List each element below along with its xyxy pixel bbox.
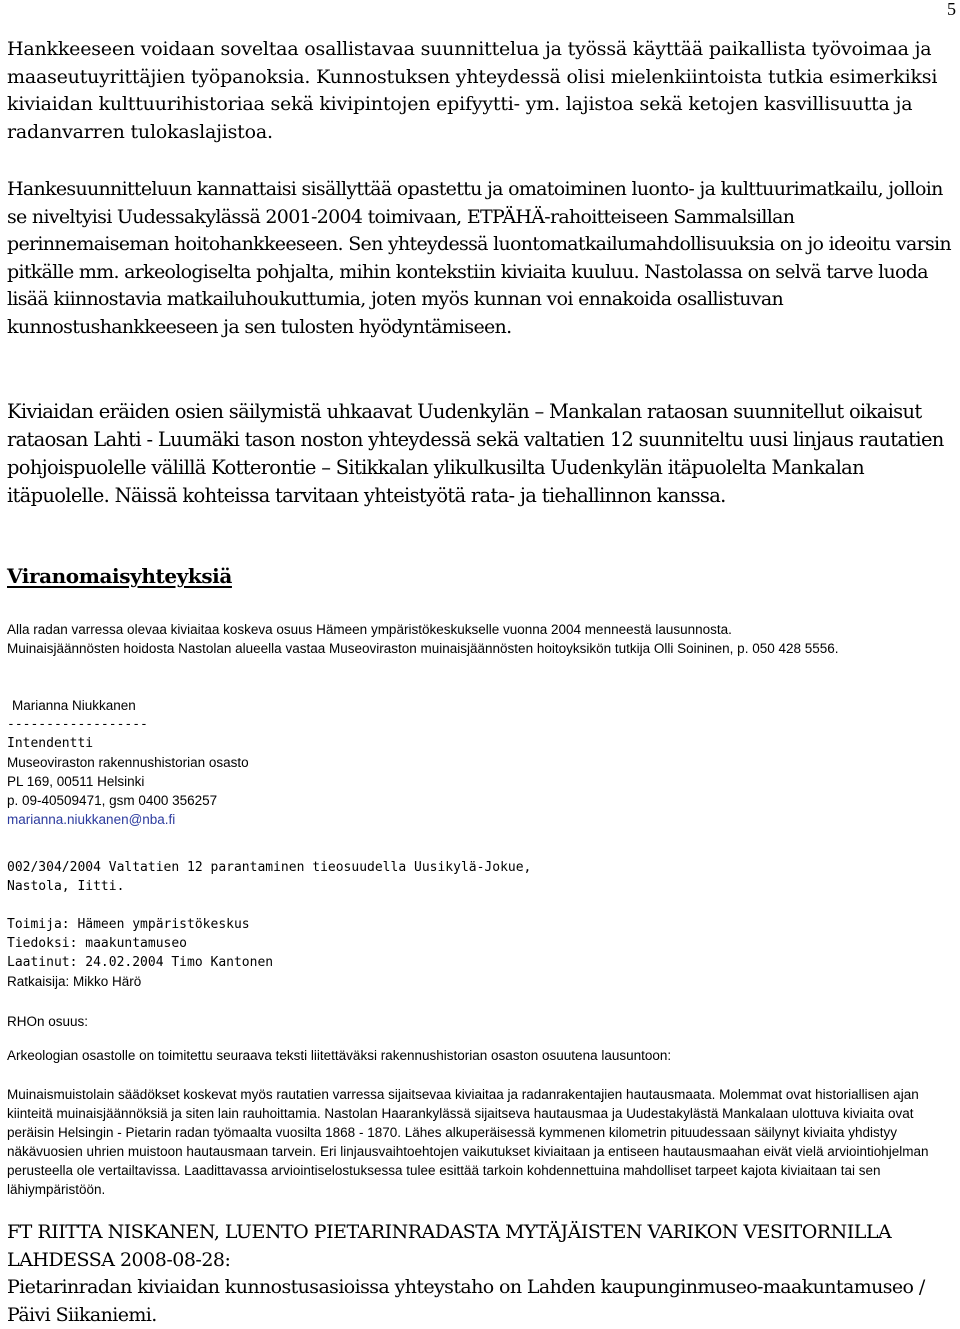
rhon-label: RHOn osuus: (7, 1014, 89, 1029)
record-toimija: Toimija: Hämeen ympäristökeskus (7, 917, 250, 932)
record-laatinut: Laatinut: 24.02.2004 Timo Kantonen (7, 955, 274, 970)
record-ratkaisija: Ratkaisija: Mikko Härö (7, 974, 142, 989)
record-ref-line2: Nastola, Iitti. (7, 879, 125, 894)
contact-address: PL 169, 00511 Helsinki (7, 774, 145, 789)
contact-signature (7, 696, 952, 829)
page-number: 5 (947, 0, 956, 19)
lecture-note (7, 1219, 952, 1329)
record-reference (7, 858, 952, 896)
paragraph-participatory-planning: Hankkeeseen voidaan soveltaa osallistavaa suunnittelua ja työssä käyttää paikallista työvoimaa ja maaseutuyrittäjien työpanoksia. Kunnostuksen yhteydessä olisi mielenkiintoista tutkia esimerkiksi kiviaidan kulttuurihistoriaa sekä kivipintojen epifyytti- ym. lajistoa sekä ketojen kasvillisuutta ja radanvarren tulokaslajistoa. (7, 38, 938, 143)
contact-name: Marianna Niukkanen (12, 698, 136, 713)
paragraph-project-planning: Hankesuunnitteluun kannattaisi sisällyttää opastettu ja omatoiminen luonto- ja kulttuurimatkailu, jolloin se niveltyisi Uudessakylässä 2001-2004 toimivaan, ETPÄHÄ-rahoitteiseen Sammalsillan perinnemaiseman hoitohankkeeseen. Sen yhteydessä luontomatkailumahdollisuuksia on jo ideoitu varsin pitkälle mm. arkeologiselta pohjalta, mihin kontekstiin kiviaita kuuluu. Nastolassa on selvä tarve luoda lisää kiinnostavia matkailuhoukuttumia, joten myös kunnan voi ennakoida osallistuvan kunnostushankkeeseen ja sen tulosten hyödyntämiseen. (7, 178, 951, 338)
record-ref-line1: 002/304/2004 Valtatien 12 parantaminen tieosuudella Uusikylä-Jokue, (7, 860, 532, 875)
record-tiedoksi: Tiedoksi: maakuntamuseo (7, 936, 188, 951)
contact-organization: Museoviraston rakennushistorian osasto (7, 755, 249, 770)
lecture-heading: FT RIITTA NISKANEN, LUENTO PIETARINRADASTA MYTÄJÄISTEN VARIKON VESITORNILLA LAHDESSA 2008-08-28: (7, 1221, 892, 1271)
contact-phone: p. 09-40509471, gsm 0400 356257 (7, 793, 218, 808)
authority-info (7, 620, 952, 658)
lecture-text: Pietarinradan kiviaidan kunnostusasioissa yhteystaho on Lahden kaupunginmuseo-maakuntamuseo / Päivi Siikaniemi. (7, 1276, 925, 1326)
authority-line-statement: Alla radan varressa olevaa kiviaitaa koskeva osuus Hämeen ympäristökeskukselle vuonna 2004 menneestä lausunnosta. (7, 622, 732, 637)
authority-line-contact: Muinaisjäännösten hoidosta Nastolan alueella vastaa Museoviraston muinaisjäännösten hoitoyksikön tutkija Olli Soininen, p. 050 428 5556. (7, 641, 839, 656)
section-heading-authorities: Viranomaisyhteyksiä (7, 564, 232, 588)
signature-separator: ------------------ (7, 717, 148, 732)
statement-intro: Arkeologian osastolle on toimitettu seuraava teksti liitettäväksi rakennushistorian osaston osuutena lausuntoon: (7, 1048, 672, 1063)
statement-body: Muinaismuistolain säädökset koskevat myös rautatien varressa sijaitsevaa kiviaitaa ja radanrakentajien hautausmaata. Molemmat ovat historiallisen ajan kiinteitä muinaisjäännöksiä ja siten lain rauhoittamia. Nastolan Haarankylässä sijaitseva hautausmaa ja Uudestakylästä Mankalaan ulottuva kiviaita ovat peräisin Helsingin - Pietarin radan työmaalta vuosilta 1868 - 1870. Lähes alkuperäisessä kymmenen kilometrin pituudessaan säilynyt kiviaita yhdistyy näkävuosien uhrien muistoon hautausmaan tarvein. Eri linjausvaihtoehtojen vaikutukset kiviaitaan ja entiseen hautausmaahan eivät vielä arviointiohjelman perusteella ole vertailtavissa. Laadittavassa arviointiselostuksessa tulee esittää tarkoin kohdennettuina mahdolliset tarpeet kajota kiviaitaan tai sen lähiympäristöön. (7, 1087, 929, 1197)
contact-email-link[interactable]: marianna.niukkanen@nba.fi (7, 812, 176, 827)
record-metadata (7, 915, 952, 991)
paragraph-threats: Kiviaidan eräiden osien säilymistä uhkaavat Uudenkylän – Mankalan rataosan suunnitellut oikaisut rataosan Lahti - Luumäki tason noston yhteydessä sekä valtatien 12 suunniteltu uusi linjaus rautatien pohjoispuolelle välillä Kotterontie – Sitikkalan ylikulkusilta Uudenkylän itäpuolelta Mankalan itäpuolelle. Näissä kohteissa tarvitaan yhteistyötä rata- ja tiehallinnon kanssa. (7, 400, 944, 507)
contact-title: Intendentti (7, 736, 94, 751)
